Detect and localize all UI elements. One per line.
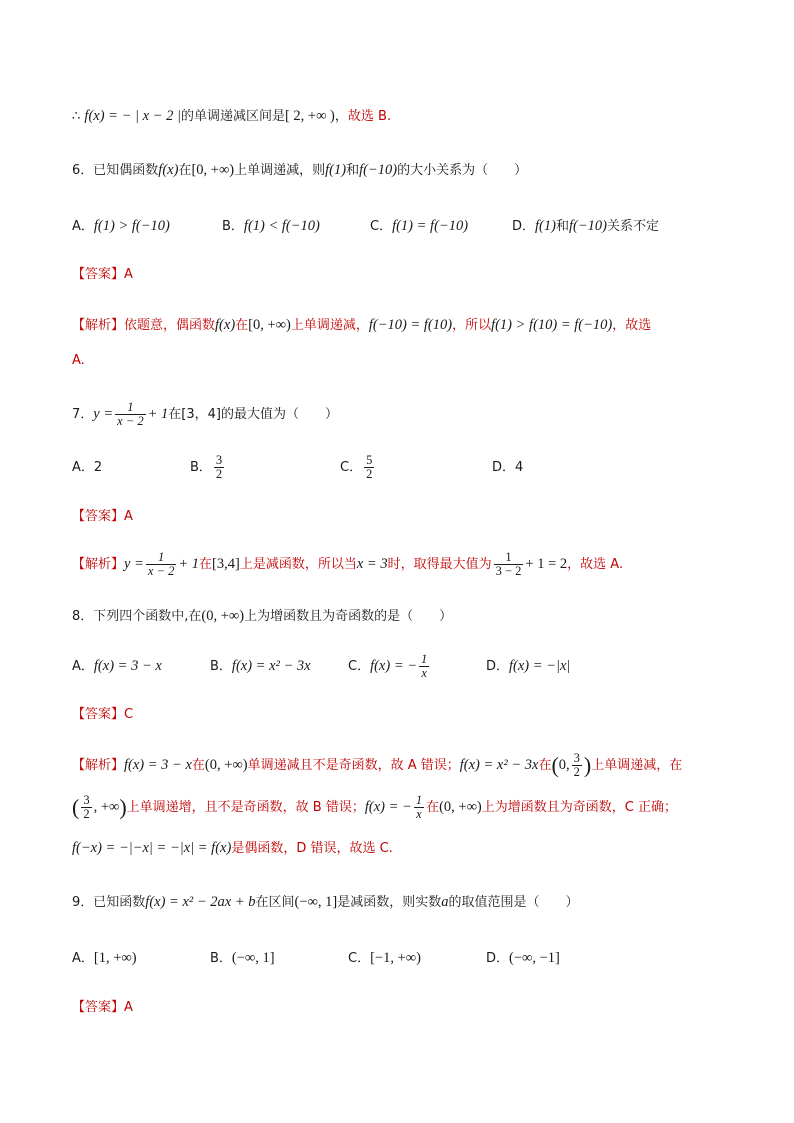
stem-text: 已知偶函数	[93, 163, 159, 178]
option-letter: B．	[222, 219, 244, 234]
option-letter: A．	[72, 951, 94, 966]
math-equation: f(x) = x² − 3x	[459, 757, 539, 773]
option-c[interactable]	[348, 948, 421, 969]
option-text: f(x) = −	[370, 658, 418, 674]
analysis-label: 【解析】	[72, 318, 125, 333]
analysis-text: 在	[426, 800, 440, 815]
denominator: x	[421, 666, 427, 680]
option-a[interactable]	[72, 216, 170, 237]
numerator: 1	[115, 401, 145, 415]
option-d[interactable]	[486, 948, 560, 969]
analysis-text: 上单调递减，在	[591, 758, 683, 773]
math-infinity: , +∞	[93, 799, 120, 815]
stem-text: 上为增函数且为奇函数的是（ ）	[244, 609, 453, 624]
math-equation: f(−10) = f(10)	[368, 317, 453, 333]
fraction	[414, 794, 424, 821]
analysis-text: 依题意，偶函数	[124, 318, 216, 333]
math-a: a	[441, 894, 449, 910]
option-text: f(1) > f(−10)	[93, 218, 170, 234]
analysis-text: ，故选 A.	[567, 557, 624, 572]
math-plus: + 1	[178, 556, 200, 572]
question-7-analysis	[72, 550, 734, 579]
option-text: 和	[555, 219, 569, 234]
question-8-analysis-1	[72, 750, 734, 781]
intro-text: 的单调递减区间是	[180, 109, 285, 124]
analysis-text: A.	[72, 353, 85, 368]
analysis-text: 单调递减且不是奇函数，故 A 错误；	[247, 758, 460, 773]
fraction	[81, 794, 91, 821]
question-number: 8．	[72, 609, 94, 624]
analysis-text: ，故选	[612, 318, 652, 333]
option-text: 关系不定	[606, 219, 659, 234]
question-8-answer	[72, 705, 734, 725]
math-equation: f(1) > f(10) = f(−10)	[491, 317, 613, 333]
stem-text: 是减函数，则实数	[337, 895, 442, 910]
numerator: 1	[146, 551, 176, 565]
math-domain: [0, +∞)	[191, 162, 235, 178]
analysis-text: 在	[235, 318, 249, 333]
math-x3: x = 3	[356, 556, 388, 572]
numerator: 5	[366, 453, 373, 467]
stem-text: 已知函数	[93, 895, 146, 910]
math-y: y =	[93, 406, 114, 422]
math-f1: f(1)	[325, 162, 347, 178]
option-a[interactable]	[72, 948, 137, 969]
math-fx: f(x)	[158, 162, 179, 178]
numerator: 1	[494, 551, 524, 565]
answer-value: A	[124, 509, 133, 524]
answer-value: A	[124, 1000, 133, 1015]
option-text: f(x) = −|x|	[509, 658, 571, 674]
question-number: 6．	[72, 163, 94, 178]
fraction	[214, 454, 224, 481]
paren-left: (	[551, 752, 559, 778]
option-b[interactable]	[210, 948, 275, 969]
option-text: f(x) = x² − 3x	[231, 658, 311, 674]
option-letter: B．	[210, 951, 232, 966]
denominator: 2	[215, 467, 223, 481]
question-9-answer	[72, 998, 734, 1018]
stem-text: 在	[178, 163, 192, 178]
math-equation: f(x) = 3 − x	[124, 757, 192, 773]
option-text: f(1) = f(−10)	[392, 218, 469, 234]
conclusion-line	[72, 106, 734, 127]
question-8-analysis-2	[72, 792, 734, 823]
option-d[interactable]	[512, 216, 659, 237]
option-text: 4	[515, 460, 524, 475]
stem-text: 下列四个函数中,在	[93, 609, 202, 624]
denominator: x − 2	[117, 414, 144, 428]
answer-label: 【答案】	[72, 509, 125, 524]
option-letter: A．	[72, 659, 94, 674]
paren-left: (	[72, 794, 80, 820]
question-6-analysis	[72, 315, 734, 336]
answer-value: A	[124, 267, 133, 282]
math-fx: f(x)	[215, 317, 236, 333]
separator: ，	[334, 109, 348, 124]
answer-label: 【答案】	[72, 267, 125, 282]
analysis-text: 在	[191, 758, 205, 773]
analysis-text: 上单调递减，	[290, 318, 369, 333]
denominator: 2	[83, 807, 90, 821]
option-letter: D．	[512, 219, 536, 234]
analysis-text: ，所以	[452, 318, 492, 333]
question-number: 9．	[72, 895, 94, 910]
fraction	[419, 653, 429, 680]
analysis-label: 【解析】	[72, 758, 125, 773]
option-text: f(1)	[535, 218, 556, 234]
option-c[interactable]	[370, 216, 468, 237]
option-letter: C．	[340, 460, 363, 475]
option-b[interactable]	[190, 454, 226, 482]
math-interval: [3,4]	[212, 556, 240, 572]
conclusion-text: 故选 B.	[347, 109, 392, 124]
fraction	[115, 401, 145, 428]
option-text: (−∞, 1]	[231, 950, 275, 966]
stem-text: 在区间	[255, 895, 295, 910]
numerator: 1	[421, 652, 428, 666]
option-letter: C．	[370, 219, 393, 234]
function-expression: f(x) = − | x − 2 |	[84, 108, 181, 124]
analysis-text: 上为增函数且为奇函数，C 正确；	[481, 800, 677, 815]
option-letter: D．	[486, 951, 510, 966]
math-domain: [0, +∞)	[248, 317, 291, 333]
stem-text: 在[3，4]的最大值为（ ）	[168, 407, 338, 422]
option-text: f(x) = 3 − x	[93, 658, 162, 674]
option-b[interactable]	[222, 216, 320, 237]
paren-right: )	[583, 752, 592, 778]
analysis-text: 时，取得最大值为	[387, 557, 492, 572]
question-6-analysis-cont	[72, 351, 734, 371]
analysis-text: 在	[199, 557, 213, 572]
math-fm10: f(−10)	[359, 162, 398, 178]
fraction	[146, 551, 176, 578]
question-8-stem	[72, 606, 734, 627]
option-text: (−∞, −1]	[509, 950, 560, 966]
math-domain: (0, +∞)	[439, 799, 482, 815]
math-equation: f(−x) = −|−x| = −|x| = f(x)	[72, 840, 232, 856]
analysis-text: 上单调递增，且不是奇函数，故 B 错误；	[126, 800, 365, 815]
stem-text: 和	[346, 163, 360, 178]
fraction	[572, 752, 582, 779]
denominator: x	[416, 807, 422, 821]
math-fx: f(x) = x² − 2ax + b	[145, 894, 256, 910]
question-8-analysis-3	[72, 838, 734, 859]
fraction	[494, 551, 524, 578]
option-d[interactable]	[486, 652, 570, 681]
question-6-stem	[72, 160, 734, 181]
option-letter: B．	[210, 659, 232, 674]
answer-value: C	[124, 707, 134, 722]
option-letter: B．	[190, 460, 212, 475]
option-letter: D．	[486, 659, 510, 674]
therefore-symbol: ∴	[72, 109, 81, 124]
math-domain: (0, +∞)	[204, 757, 248, 773]
numerator: 1	[415, 793, 423, 807]
option-text: f(1) < f(−10)	[243, 218, 320, 234]
option-text: [−1, +∞)	[370, 950, 421, 966]
decreasing-interval: [ 2, +∞ )	[284, 108, 335, 124]
stem-text: 的取值范围是（ ）	[448, 895, 579, 910]
denominator: 3 − 2	[495, 564, 522, 578]
option-c[interactable]	[340, 454, 376, 482]
math-plus: + 1	[147, 406, 169, 422]
analysis-label: 【解析】	[72, 557, 125, 572]
option-d[interactable]	[492, 454, 523, 482]
paren-right: )	[119, 794, 127, 820]
math-y: y =	[124, 556, 144, 572]
option-c[interactable]	[348, 652, 431, 681]
option-a[interactable]	[72, 652, 162, 681]
numerator: 3	[215, 453, 223, 467]
math-equation: f(x) = −	[364, 799, 412, 815]
fraction	[364, 454, 374, 481]
answer-label: 【答案】	[72, 707, 125, 722]
math-domain: (0, +∞)	[201, 608, 245, 624]
option-letter: A．	[72, 219, 94, 234]
numerator: 3	[83, 793, 90, 807]
option-letter: C．	[348, 659, 371, 674]
option-text: 2	[93, 460, 103, 475]
stem-text: 上单调递减，则	[234, 163, 326, 178]
question-7-answer	[72, 507, 734, 527]
math-result: + 1 = 2	[525, 556, 568, 572]
analysis-text: 上是减函数，所以当	[239, 557, 357, 572]
answer-label: 【答案】	[72, 1000, 125, 1015]
option-text: f(−10)	[568, 218, 607, 234]
analysis-text: 在	[538, 758, 552, 773]
math-interval: (−∞, 1]	[294, 894, 338, 910]
stem-text: 的大小关系为（ ）	[397, 163, 528, 178]
numerator: 3	[573, 751, 580, 765]
question-6-answer	[72, 265, 734, 285]
option-text: [1, +∞)	[93, 950, 137, 966]
denominator: 2	[573, 765, 580, 779]
denominator: 2	[366, 467, 373, 481]
question-number: 7．	[72, 407, 94, 422]
option-letter: D．	[492, 460, 516, 475]
option-letter: C．	[348, 951, 371, 966]
option-a[interactable]	[72, 454, 102, 482]
question-9-stem	[72, 892, 734, 913]
option-b[interactable]	[210, 652, 311, 681]
analysis-text: 是偶函数，D 错误，故选 C.	[231, 841, 393, 856]
question-7-stem	[72, 400, 734, 429]
math-zero: 0,	[558, 757, 570, 773]
denominator: x − 2	[147, 564, 175, 578]
option-letter: A．	[72, 460, 94, 475]
